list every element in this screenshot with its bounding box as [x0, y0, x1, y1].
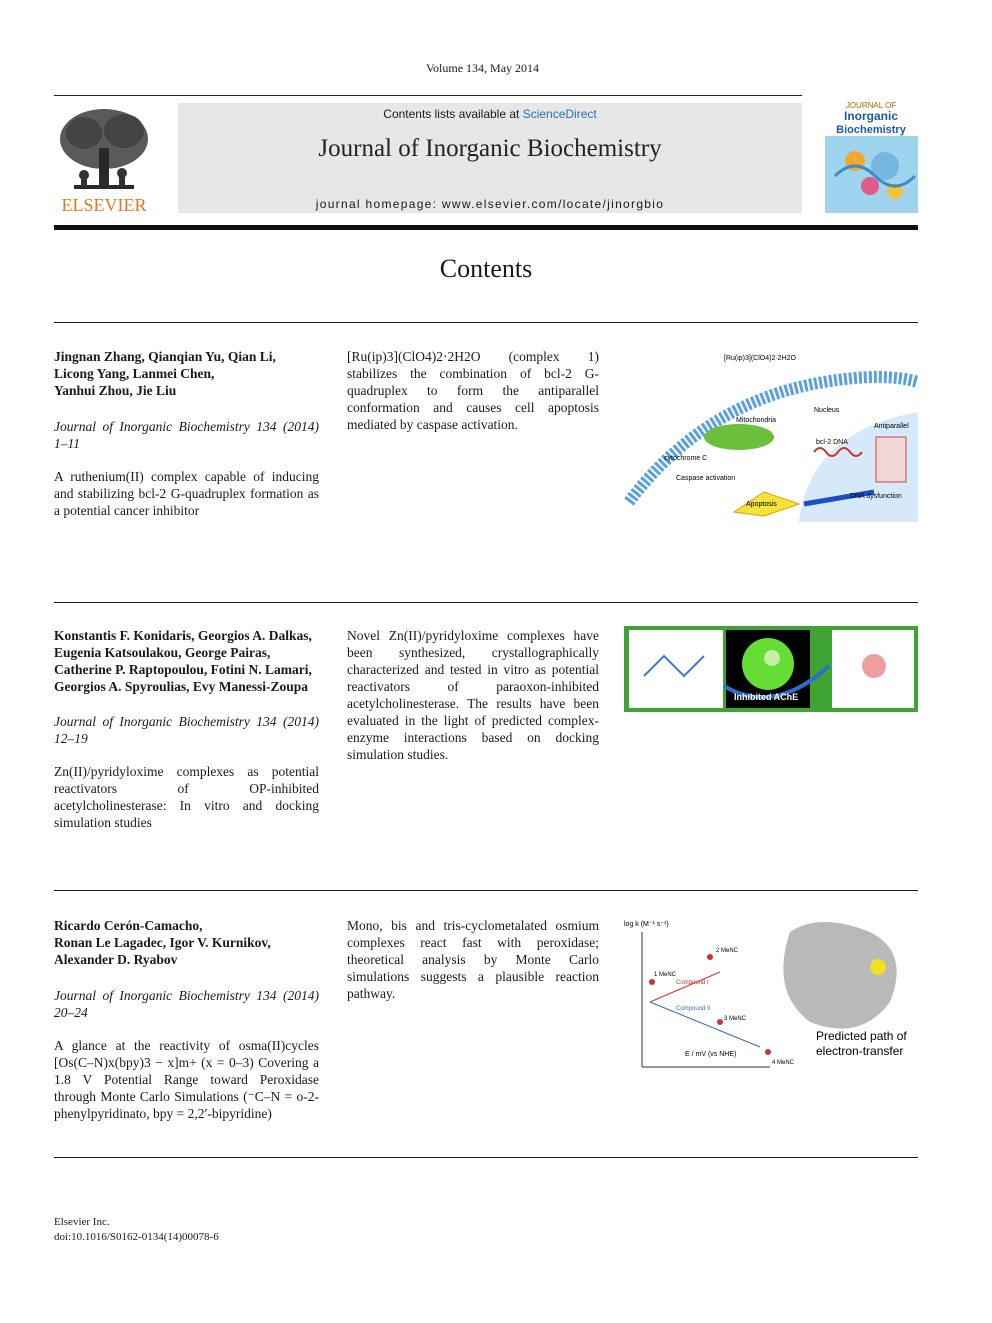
footer-publisher: Elsevier Inc.: [54, 1216, 110, 1228]
contents-available: [178, 107, 802, 121]
entry-1-citation[interactable]: Journal of Inorganic Biochemistry 134 (2014) 1–11: [54, 419, 319, 451]
entry-2-graphical-abstract[interactable]: [624, 626, 918, 712]
svg-text:E / mV (vs NHE): E / mV (vs NHE): [685, 1051, 737, 1058]
entry-separator: [54, 890, 918, 891]
svg-text:[Ru(ip)3](ClO4)2·2H2O: [Ru(ip)3](ClO4)2·2H2O: [724, 355, 796, 362]
entry-1-title[interactable]: A ruthenium(II) complex capable of inducing and stabilizing bcl-2 G-quadruplex formation as a potential cancer inhibitor: [54, 469, 319, 518]
svg-text:Inhibited AChE: Inhibited AChE: [734, 692, 799, 702]
entry-separator: [54, 602, 918, 603]
elsevier-wordmark: ELSEVIER: [61, 195, 147, 215]
svg-text:2 MeNC: 2 MeNC: [716, 948, 739, 954]
entry-2-title[interactable]: Zn(II)/pyridyloxime complexes as potential reactivators of OP-inhibited acetylcholinesterase: In vitro and docking simulation studies: [54, 764, 319, 830]
journal-homepage[interactable]: journal homepage: www.elsevier.com/locate/jinorgbio: [315, 197, 665, 211]
svg-text:3 MeNC: 3 MeNC: [724, 1016, 747, 1022]
svg-text:cytochrome C: cytochrome C: [664, 455, 708, 462]
journal-title: Journal of Inorganic Biochemistry: [318, 135, 662, 162]
entry-separator: [54, 322, 918, 323]
svg-text:log k (M⁻¹ s⁻¹): log k (M⁻¹ s⁻¹): [624, 921, 669, 928]
footer-doi[interactable]: doi:10.1016/S0162-0134(14)00078-6: [54, 1231, 219, 1243]
svg-text:bcl-2 DNA: bcl-2 DNA: [816, 439, 848, 446]
journal-cover[interactable]: [825, 96, 918, 213]
entry-1-authors[interactable]: Jingnan Zhang, Qianqian Yu, Qian Li, Licong Yang, Lanmei Chen, Yanhui Zhou, Jie Liu: [54, 349, 276, 398]
svg-text:Compound II: Compound II: [676, 1006, 711, 1012]
svg-text:Nucleus: Nucleus: [814, 407, 840, 414]
journal-header-box: [178, 103, 802, 213]
contents-prefix: Contents lists available at: [383, 107, 523, 121]
entry-3-graphical-abstract[interactable]: [620, 912, 918, 1080]
svg-text:Apoptosis: Apoptosis: [746, 501, 777, 508]
entry-2-abstract: Novel Zn(II)/pyridyloxime complexes have been synthesized, crystallographically characterized and tested in vitro as potential reactivators of paraoxon-inhibited acetylcholinesterase. The results have been evaluated in the light of predicted complex-enzyme interactions based on docking simulation studies.: [347, 628, 599, 762]
entry-3-abstract: Mono, bis and tris-cyclometalated osmium complexes react fast with peroxidase; theoretical analysis by Monte Carlo simulations suggests a plausible reaction pathway.: [347, 918, 599, 1001]
cover-line2: Inorganic: [843, 109, 899, 123]
entry-2-citation[interactable]: Journal of Inorganic Biochemistry 134 (2014) 12–19: [54, 714, 319, 746]
entry-2-authors[interactable]: Konstantis F. Konidaris, Georgios A. Dalkas, Eugenia Katsoulakou, George Pairas, Catherine P. Raptopoulou, Fotini N. Lamari, Georgios A. Spyroulias, Evy Manessi-Zoupa: [54, 628, 312, 694]
volume-info: Volume 134, May 2014: [425, 61, 540, 75]
cover-line3: Biochemistry: [836, 124, 906, 136]
svg-text:Compound I: Compound I: [676, 980, 709, 986]
svg-text:4 MeNC: 4 MeNC: [772, 1060, 795, 1066]
svg-text:Caspase activation: Caspase activation: [676, 475, 736, 482]
elsevier-logo[interactable]: [54, 103, 154, 215]
entry-3-citation[interactable]: Journal of Inorganic Biochemistry 134 (2014) 20–24: [54, 988, 319, 1020]
entry-1-graphical-abstract[interactable]: [624, 342, 918, 522]
header-thick-rule: [54, 225, 918, 230]
page-title: Contents: [439, 254, 533, 283]
sciencedirect-link[interactable]: ScienceDirect: [522, 107, 597, 121]
svg-text:Mitochondria: Mitochondria: [736, 417, 777, 424]
svg-text:electron-transfer: electron-transfer: [816, 1044, 904, 1058]
svg-text:1 MeNC: 1 MeNC: [654, 972, 677, 978]
svg-text:Predicted path of: Predicted path of: [816, 1029, 907, 1043]
entry-3-title[interactable]: A glance at the reactivity of osma(II)cycles [Os(C–N)x(bpy)3 − x]m+ (x = 0–3) Covering a 1.8 V Potential Range toward Peroxidase through Monte Carlo Simulations (⁻C–N = o-2-phenylpyridinato, bpy = 2,2′-bipyridine): [54, 1038, 319, 1121]
entry-3-authors[interactable]: Ricardo Cerón-Camacho, Ronan Le Lagadec, Igor V. Kurnikov, Alexander D. Ryabov: [54, 918, 271, 967]
footer: [54, 1215, 219, 1245]
entry-1-abstract: [Ru(ip)3](ClO4)2·2H2O (complex 1) stabilizes the combination of bcl-2 G-quadruplex to form the antiparallel conformation and causes cell apoptosis mediated by caspase activation.: [347, 349, 599, 432]
header-rule: [54, 95, 802, 96]
svg-text:DNA dysfunction: DNA dysfunction: [850, 493, 902, 500]
cover-line1: JOURNAL OF: [845, 101, 897, 110]
svg-text:Antiparallel: Antiparallel: [874, 423, 909, 430]
entry-separator: [54, 1157, 918, 1158]
